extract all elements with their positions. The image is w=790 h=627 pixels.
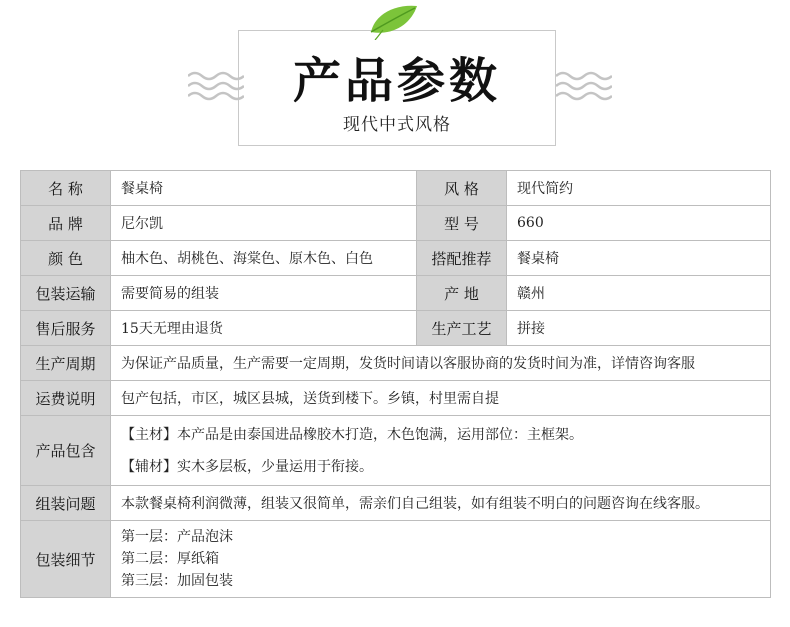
page-subtitle: 现代中式风格 [343,115,451,135]
table-row [21,521,771,598]
table-row [21,416,771,486]
table-row [21,206,771,241]
aftersale-label: 售后服务 [21,311,111,346]
shipping-label: 运费说明 [21,381,111,416]
table-row [21,486,771,521]
craft-value: 拼接 [507,311,771,346]
table-row [21,276,771,311]
table-row [21,311,771,346]
packdetail-label: 包装细节 [21,521,111,598]
brand-value: 尼尔凯 [111,206,417,241]
color-label: 颜 色 [21,241,111,276]
model-value: 660 [507,206,771,241]
layer-1: 第一层：产品泡沫 [121,529,233,545]
table-row [21,241,771,276]
assembly-value: 本款餐桌椅利润微薄，组装又很简单，需亲们自己组装，如有组装不明白的问题咨询在线客服。 [111,486,771,521]
origin-value: 赣州 [507,276,771,311]
cycle-value: 为保证产品质量，生产需要一定周期，发货时间请以客服协商的发货时间为准，详情咨询客服 [111,346,771,381]
packdetail-value [111,521,771,598]
style-value: 现代简约 [507,171,771,206]
layer-3: 第三层：加固包装 [121,573,233,589]
brand-label: 品 牌 [21,206,111,241]
package-label: 包装运输 [21,276,111,311]
wave-left-icon [188,70,244,104]
craft-label: 生产工艺 [417,311,507,346]
aftersale-value: 15天无理由退货 [111,311,417,346]
table-row [21,381,771,416]
name-label: 名 称 [21,171,111,206]
model-label: 型 号 [417,206,507,241]
shipping-value: 包产包括，市区，城区县城，送货到楼下。乡镇，村里需自提 [111,381,771,416]
match-label: 搭配推荐 [417,241,507,276]
table-row [21,346,771,381]
spec-table [20,170,771,598]
page-title: 产品参数 [292,53,501,109]
name-value: 餐桌椅 [111,171,417,206]
contents-label: 产品包含 [21,416,111,486]
origin-label: 产 地 [417,276,507,311]
contents-aux: 【辅材】实木多层板，少量运用于衔接。 [121,458,373,475]
contents-value [111,416,771,486]
cycle-label: 生产周期 [21,346,111,381]
contents-main: 【主材】本产品是由泰国进品橡胶木打造，木色饱满，运用部位：主框架。 [121,426,583,443]
package-value: 需要简易的组装 [111,276,417,311]
assembly-label: 组装问题 [21,486,111,521]
color-value: 柚木色、胡桃色、海棠色、原木色、白色 [111,241,417,276]
table-row [21,171,771,206]
wave-right-icon [556,70,612,104]
leaf-icon [365,2,421,40]
match-value: 餐桌椅 [507,241,771,276]
style-label: 风 格 [417,171,507,206]
layer-2: 第二层：厚纸箱 [121,551,219,567]
